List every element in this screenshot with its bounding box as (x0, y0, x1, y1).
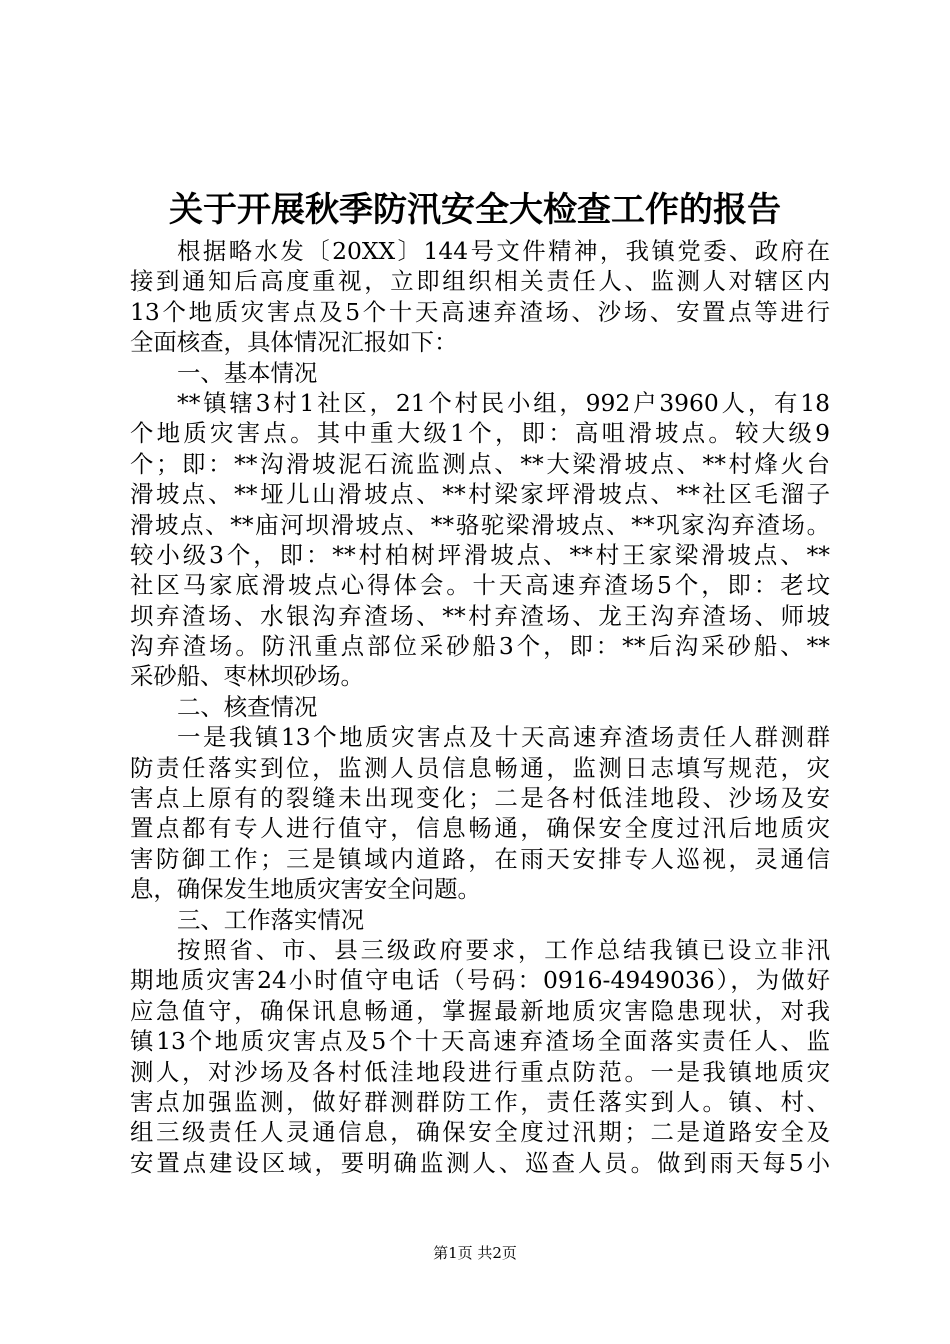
body-line: 滑坡点、**垭儿山滑坡点、**村梁家坪滑坡点、**社区毛溜子 (130, 480, 830, 509)
body-line: 沟弃渣场。防汛重点部位采砂船3个，即：**后沟采砂船、** (130, 632, 830, 661)
body-line: 害点加强监测，做好群测群防工作，责任落实到人。镇、村、 (130, 1087, 830, 1116)
body-line: 采砂船、枣林坝砂场。 (130, 662, 364, 691)
body-line: 个；即：**沟滑坡泥石流监测点、**大梁滑坡点、**村烽火台 (130, 449, 830, 478)
body-line: 个地质灾害点。其中重大级1个，即：高咀滑坡点。较大级9 (130, 419, 830, 448)
body-line: 滑坡点、**庙河坝滑坡点、**骆驼梁滑坡点、**巩家沟弃渣场。 (130, 510, 830, 539)
body-line: 接到通知后高度重视，立即组织相关责任人、监测人对辖区内 (130, 267, 830, 296)
body-line: 防责任落实到位，监测人员信息畅通，监测日志填写规范，灾 (130, 753, 830, 782)
body-line: 13个地质灾害点及5个十天高速弃渣场、沙场、安置点等进行 (130, 297, 830, 326)
page-footer: 第1页 共2页 (433, 1244, 517, 1262)
body-line: 社区马家底滑坡点心得体会。十天高速弃渣场5个，即：老坟 (130, 571, 830, 600)
body-line: 较小级3个，即：**村柏树坪滑坡点、**村王家梁滑坡点、** (130, 540, 830, 569)
body-line: 一、基本情况 (177, 358, 318, 387)
body-line: 息，确保发生地质灾害安全问题。 (130, 875, 481, 904)
body-line: 二、核查情况 (177, 692, 318, 721)
body-line: 期地质灾害24小时值守电话（号码：0916-4949036），为做好 (130, 966, 830, 995)
body-line: 镇13个地质灾害点及5个十天高速弃渣场全面落实责任人、监 (130, 1027, 830, 1056)
body-line: 害防御工作；三是镇域内道路，在雨天安排专人巡视，灵通信 (130, 844, 830, 873)
body-line: 全面核查，具体情况汇报如下： (130, 328, 458, 357)
body-line: 坝弃渣场、水银沟弃渣场、**村弃渣场、龙王沟弃渣场、师坡 (130, 601, 830, 630)
body-line: 按照省、市、县三级政府要求，工作总结我镇已设立非汛 (177, 935, 830, 964)
body-line: 测人，对沙场及各村低洼地段进行重点防范。一是我镇地质灾 (130, 1057, 830, 1086)
body-line: 根据略水发〔20XX〕144号文件精神，我镇党委、政府在 (177, 237, 830, 265)
body-line: 组三级责任人灵通信息，确保安全度过汛期；二是道路安全及 (130, 1118, 830, 1147)
body-line: 置点都有专人进行值守，信息畅通，确保安全度过汛后地质灾 (130, 814, 830, 843)
body-line: 一是我镇13个地质灾害点及十天高速弃渣场责任人群测群 (177, 723, 830, 752)
body-line: 三、工作落实情况 (177, 905, 365, 934)
body-line: 害点上原有的裂缝未出现变化；二是各村低洼地段、沙场及安 (130, 784, 830, 813)
document-body (130, 236, 830, 1178)
body-line: 安置点建设区域，要明确监测人、巡查人员。做到雨天每5小 (130, 1148, 830, 1177)
document-title: 关于开展秋季防汛安全大检查工作的报告 (169, 190, 781, 230)
body-line: **镇辖3村1社区，21个村民小组，992户3960人，有18 (177, 388, 830, 417)
body-line: 应急值守，确保讯息畅通，掌握最新地质灾害隐患现状，对我 (130, 996, 830, 1025)
